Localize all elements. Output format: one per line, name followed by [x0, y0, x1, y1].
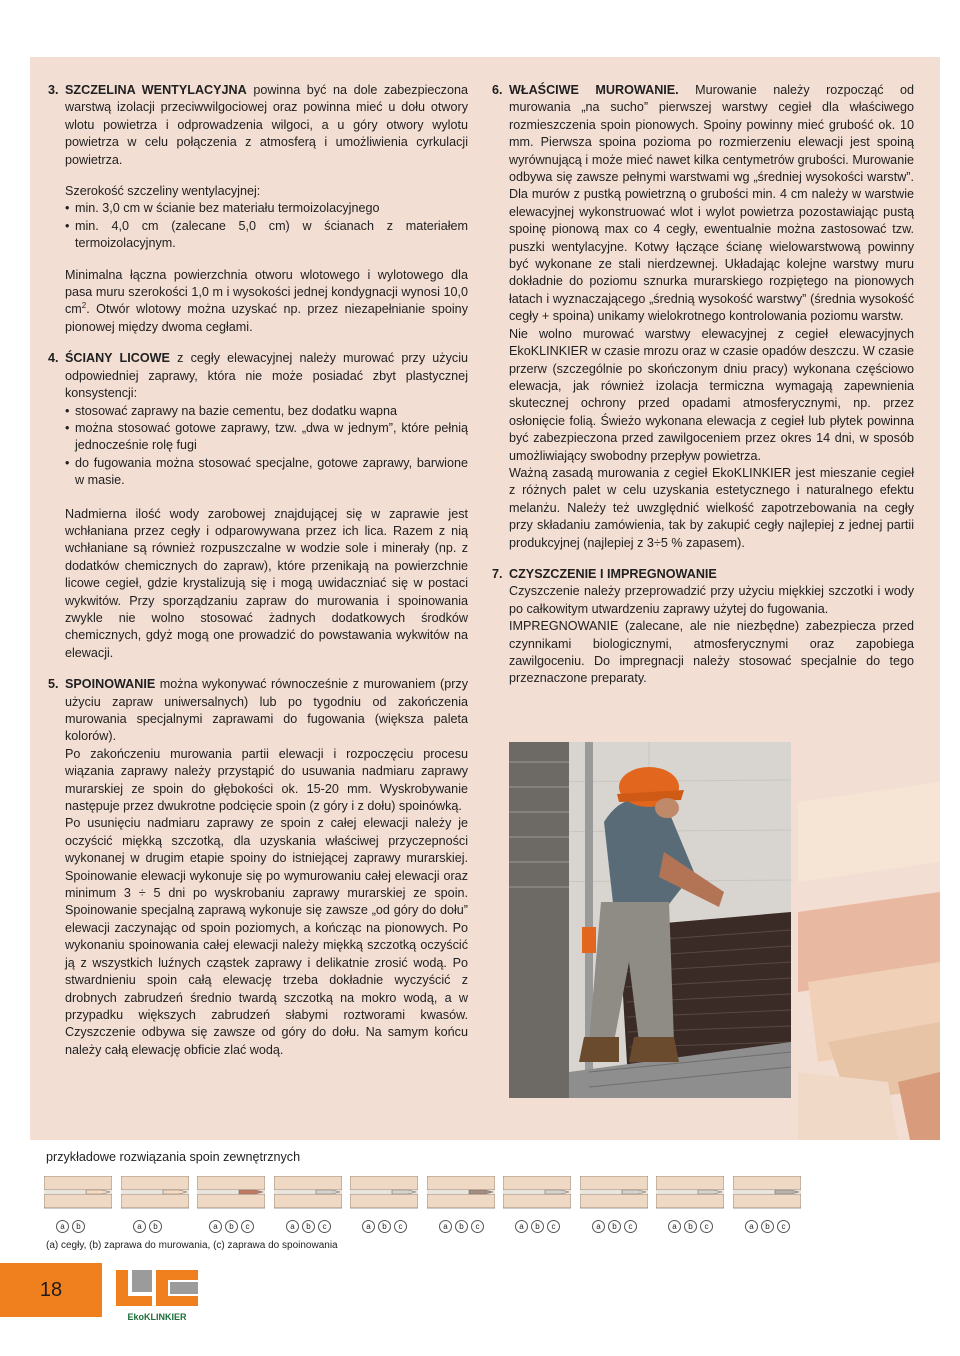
joint-letter: b	[455, 1220, 468, 1233]
joint-legend-letters	[668, 1220, 713, 1234]
ekoklinkier-logo	[112, 1266, 202, 1326]
section-4	[48, 350, 468, 662]
section-3	[48, 82, 468, 336]
joint-legend-letters	[362, 1220, 407, 1234]
joint-legend-letters	[133, 1220, 162, 1234]
section-intro: z cegły elewacyjnej należy murować przy użyciu odpowiedniej zaprawy, która nie może posiadać zbyt plastycznej konsystencji:	[65, 351, 468, 401]
joint-legend-letters	[745, 1220, 790, 1234]
section-title: CZYSZCZENIE I IMPREGNOWANIE	[509, 566, 717, 581]
joint-letter: a	[592, 1220, 605, 1233]
joint-letter: a	[56, 1220, 69, 1233]
joint-letter: c	[241, 1220, 254, 1233]
joint-section	[350, 1176, 418, 1238]
section-title: SPOINOWANIE	[65, 677, 156, 692]
area-paragraph: Minimalna łączna powierzchnia otworu wlotowego i wylotowego dla pasa muru szerokości 1,0 m i wysokości jednej kondygnacji wynosi 10,0 $cm^2$. Otwór wlotowy można uzyskać np. przez niezapełnianie spoiny pionowej między dwoma cegłami.	[65, 267, 468, 334]
brick-samples-image	[798, 742, 940, 1140]
joints-title: przykładowe rozwiązania spoin zewnętrznych	[46, 1150, 301, 1164]
mortar-list	[65, 403, 468, 490]
section-intro: Murowanie należy rozpocząć od murowania „na sucho” pierwszej warstwy cegieł dla właściwego rozmieszczenia spoin pionowych. Spoiny powinny mieć grubość ok. 10 mm. Pierwsza spoina pozioma po rozmierzeniu elewacji jest spoiną wyrównującą i może mieć nawet kilka centymetrów grubości. Murowanie odbywa się zawsze pełnymi warstwami wg „średniej wysokości warstw”. Dla murów z pustką powietrzną o grubości min. 4 cm należy w warstwie elewacyjnej wykonstruować wlot i wylot powietrza pozostawiając pustą spoinę pionową max co 4 cegły, ewentualnie można zastosować tzw. puszki wentylacyjne. Kotwy łączące ścianę wielowarstwową powinny być wykonane ze stali nierdzewnej. Układając kolejne warstwy muru dokładnie do poziomu sznurka murarskiego rozpiętego na pionowych łatach i wyznaczającego „średnią wysokość warstwy” (średnia wysokość cegły + spoina) unikamy wielokrotnego kontrolowania poziomu warstw.	[509, 83, 914, 324]
list-item: • min. 4,0 cm (zalecane 5,0 cm) w ścianach z materiałem termoizolacyjnym.	[65, 218, 468, 253]
bricklayer-photo	[509, 742, 791, 1098]
section-intro: można wykonywać równocześnie z murowaniem (przy użyciu zapraw uniwersalnych) lub po tygodniu od zakończenia murowania specjalnymi zaprawami do fugowania (większa paleta kolorów).	[65, 677, 468, 744]
joint-section	[197, 1176, 265, 1238]
section-number: 3.	[48, 83, 59, 97]
joint-letter: b	[149, 1220, 162, 1233]
joint-section	[44, 1176, 112, 1238]
joint-letter: c	[547, 1220, 560, 1233]
list-item: • można stosować gotowe zaprawy, tzw. „dwa w jednym”, które pełnią jednocześnie rolę fugi	[65, 420, 468, 455]
paragraph: Ważną zasadą murowania z cegieł EkoKLINKIER jest mieszanie cegieł z różnych palet w celu uzyskania estetycznego i naturalnego efektu melanżu. Należy też uwzględnić wielkość zapotrzebowania na cegły przy składaniu zamówienia, tak by zakupić cegły najlepiej z jednej partii produkcyjnej (najlepiej z 3÷5 % zapasem).	[509, 465, 914, 550]
left-column	[48, 82, 468, 1059]
section-6	[492, 82, 914, 552]
joint-letter: a	[362, 1220, 375, 1233]
joint-letter: b	[225, 1220, 238, 1233]
joint-legend-letters	[592, 1220, 637, 1234]
section-intro: powinna być na dole zabezpieczona warstwą izolacji przeciwwilgociowej oraz powinna mieć u dołu otwory wlotu powietrza i odprowadzenia wilgoci, a u góry otwory wylotu powietrza w celu połączenia z atmosferą i umożliwienia cyrkulacji powietrza.	[65, 83, 468, 167]
joint-letter: a	[515, 1220, 528, 1233]
joint-legend-letters	[286, 1220, 331, 1234]
page-number: 18	[39, 1279, 63, 1301]
paragraph: Nie wolno murować warstwy elewacyjnej z cegieł elewacyjnych EkoKLINKIER w czasie mrozu oraz w czasie opadów deszczu. W czasie przerw (szczególnie po skończonym dniu pracy) wykonana częściowo elewacja, jak również izolacja termiczna wymagają zapewnienia skutecznej ochrony przed opadami atmosferycznymi, np. przez osłonięcie folią. Świeżo wykonana elewacja z cegieł lub płytek powinna być zabezpieczona przed zawilgoceniem przez okres 14 dni, w sposób umożliwiający swobodny przepływ powietrza.	[509, 326, 914, 463]
joint-section	[503, 1176, 571, 1238]
section-7	[492, 566, 914, 688]
section-title: ŚCIANY LICOWE	[65, 351, 170, 366]
paragraph: IMPREGNOWANIE (zalecane, ale nie niezbędne) zabezpiecza przed czynnikami biologicznymi, atmosferycznymi oraz zapobiega zawilgoceniu. Do impregnacji należy stosować specjalnie do tego przeznaczone preparaty.	[509, 619, 914, 686]
section-5	[48, 676, 468, 1059]
joint-section	[733, 1176, 801, 1238]
section-number: 5.	[48, 677, 59, 692]
svg-text:EkoKLINKIER: EkoKLINKIER	[127, 1312, 187, 1322]
paragraph: Po zakończeniu murowania partii elewacji i rozpoczęciu procesu wiązania zaprawy należy przystąpić do usuwania nadmiaru zaprawy murarskiej ze spoin do głębokości ok. 15-20 mm. Wyskrobywanie następuje przez dwukrotne podcięcie spoin (z góry i z dołu) spoinówką.	[65, 746, 468, 814]
joint-letter: c	[471, 1220, 484, 1233]
joint-section	[121, 1176, 189, 1238]
joint-legend-letters	[439, 1220, 484, 1234]
joint-letter: b	[302, 1220, 315, 1233]
width-list	[65, 200, 468, 252]
section-number: 4.	[48, 351, 59, 366]
joint-section	[427, 1176, 495, 1238]
width-label: Szerokość szczeliny wentylacyjnej:	[65, 184, 261, 199]
section-title: WŁAŚCIWE MUROWANIE.	[509, 83, 679, 97]
joint-letter: a	[133, 1220, 146, 1233]
joint-section	[656, 1176, 724, 1238]
joint-letter: c	[624, 1220, 637, 1233]
joint-letter: b	[684, 1220, 697, 1233]
section-number: 6.	[492, 83, 503, 97]
joint-letter: c	[700, 1220, 713, 1233]
joint-section	[274, 1176, 342, 1238]
joint-letter: a	[745, 1220, 758, 1233]
joint-legend-letters	[515, 1220, 560, 1234]
paragraph: Po usunięciu nadmiaru zaprawy ze spoin z całej elewacji należy je oczyścić miękką szczotką, dla uzyskania właściwej przyczepności wykonanej w drugim etapie spoiny do istniejącej zaprawy murarskiej. Spoinowanie elewacji wykonuje się po wymurowaniu całej elewacji oraz minimum 3 ÷ 5 dni po wyskrobaniu zaprawy murarskiej ze spoin. Spoinowanie specjalną zaprawą wykonuje się zawsze „od góry do dołu” elewacji zaczynając od spoin poziomych, a kończąc na pionowych. Po wykonaniu spoinowania całej elewacji należy miękką szczotką oczyścić ją z wszystkich luźnych cząstek zaprawy i delikatnie zrosić wodą. Po stwardnieniu spoin całą elewację trzeba dokładnie wyczyścić z drobnych zabrudzeń średnio twardą szczotką na mokro wodą, a w przypadku większych zabrudzeń słabymi roztworami kwasów. Czyszczenie odbywa się zawsze od góry do dołu. Na samym końcu należy całą elewację obficie zlać wodą.	[65, 816, 468, 1057]
joint-letter: a	[439, 1220, 452, 1233]
joint-letter: b	[761, 1220, 774, 1233]
list-item: • min. 3,0 cm w ścianie bez materiału termoizolacyjnego	[65, 200, 468, 217]
joint-legend-letters	[56, 1220, 85, 1234]
joint-letter: b	[72, 1220, 85, 1233]
joint-letter: a	[668, 1220, 681, 1233]
joint-letter: c	[394, 1220, 407, 1233]
joint-letter: c	[777, 1220, 790, 1233]
paragraph: Czyszczenie należy przeprowadzić przy użyciu miękkiej szczotki i wody po całkowitym utwardzeniu zaprawy użytej do fugowania.	[509, 584, 914, 616]
section-title: SZCZELINA WENTYLACYJNA	[65, 83, 247, 97]
joint-letter: b	[608, 1220, 621, 1233]
joint-letter: b	[531, 1220, 544, 1233]
joint-letter: c	[318, 1220, 331, 1233]
section-number: 7.	[492, 566, 503, 581]
list-item: • do fugowania można stosować specjalne, gotowe zaprawy, barwione w masie.	[65, 455, 468, 490]
paragraph: Nadmierna ilość wody zarobowej znajdującej się w zaprawie jest wchłaniana przez cegły i odparowywana przez ich lica. Razem z nią wchłaniane są również rozpuszczalne w wodzie sole i minerały (np. z dodatków chemicznych do zapraw), które przenikają na powierzchnie licowe cegieł, gdzie krystalizują się i mogą uwidaczniać się w postaci wykwitów. Przy sporządzaniu zapraw do murowania i spoinowania zwykle nie wolno stosować żadnych dodatkowych środków chemicznych, gdyż mogą one prowadzić do powstawania wykwitów na elewacji.	[65, 506, 468, 660]
joint-legend-letters	[209, 1220, 254, 1234]
joint-letter: a	[209, 1220, 222, 1233]
list-item: • stosować zaprawy na bazie cementu, bez dodatku wapna	[65, 403, 468, 420]
joint-letter: a	[286, 1220, 299, 1233]
joint-letter: b	[378, 1220, 391, 1233]
joint-section	[580, 1176, 648, 1238]
right-column	[492, 82, 914, 688]
joints-caption: (a) cegły, (b) zaprawa do murowania, (c) zaprawa do spoinowania	[46, 1240, 338, 1251]
